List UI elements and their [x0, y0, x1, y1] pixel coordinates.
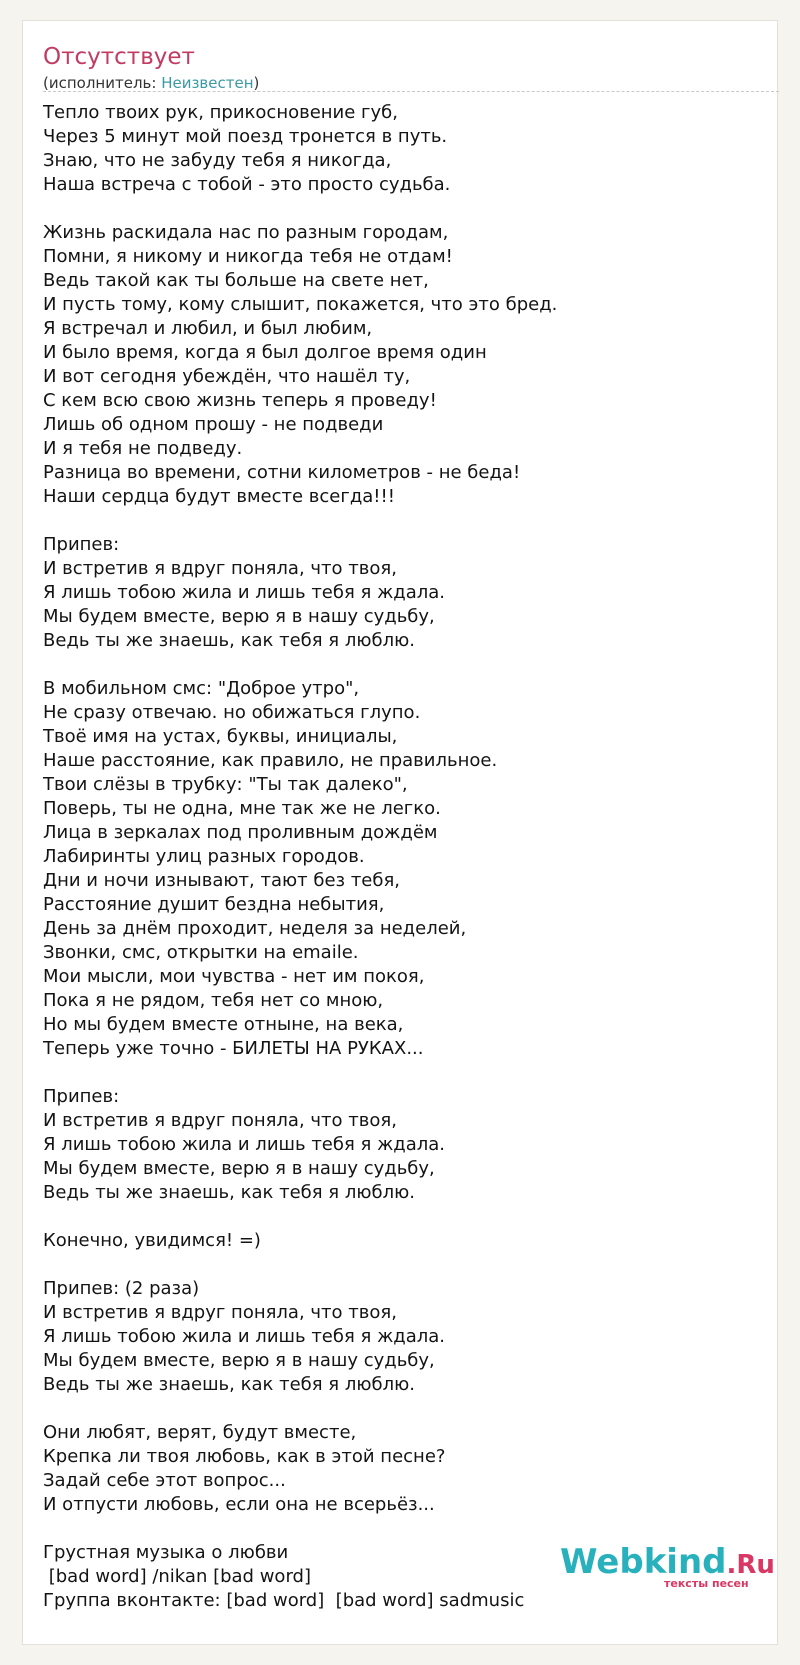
lyric-line: Грустная музыка о любви [43, 1542, 289, 1563]
logo-main-text: Webkind [560, 1542, 727, 1582]
lyric-line: Они любят, верят, будут вместе, [43, 1422, 357, 1443]
lyric-line: Я лишь тобою жила и лишь тебя я ждала. [43, 582, 446, 603]
lyric-line: Ведь ты же знаешь, как тебя я люблю. [43, 1374, 415, 1395]
stanza-break [43, 509, 557, 533]
lyric-line: Знаю, что не забуду тебя я никогда, [43, 150, 392, 171]
logo-tld-text: .Ru [726, 1550, 775, 1580]
lyric-line: Но мы будем вместе отныне, на века, [43, 1014, 404, 1035]
lyric-line: И вот сегодня убеждён, что нашёл ту, [43, 366, 411, 387]
stanza-break [43, 1253, 557, 1277]
lyric-line: Припев: [43, 534, 120, 555]
lyric-line: Группа вконтакте: [bad word] [bad word] sadmusic [43, 1590, 525, 1611]
lyric-line: Наши сердца будут вместе всегда!!! [43, 486, 395, 507]
artist-suffix: ) [253, 74, 260, 92]
stanza-break [43, 1397, 557, 1421]
lyric-line: Теперь уже точно - БИЛЕТЫ НА РУКАХ... [43, 1038, 424, 1059]
site-logo[interactable] [560, 1542, 775, 1590]
stanza-break [43, 197, 557, 221]
lyric-line: Дни и ночи изнывают, тают без тебя, [43, 870, 401, 891]
lyric-line: Тепло твоих рук, прикосновение губ, [43, 102, 398, 123]
lyrics-card [22, 20, 778, 1645]
lyric-line: Мы будем вместе, верю я в нашу судьбу, [43, 1158, 435, 1179]
lyric-line: Не сразу отвечаю. но обижаться глупо. [43, 702, 421, 723]
lyric-line: Жизнь раскидала нас по разным городам, [43, 222, 449, 243]
lyric-line: Мы будем вместе, верю я в нашу судьбу, [43, 606, 435, 627]
lyric-line: И встретив я вдруг поняла, что твоя, [43, 1110, 397, 1131]
lyric-line: Ведь такой как ты больше на свете нет, [43, 270, 429, 291]
lyric-line: Через 5 минут мой поезд тронется в путь. [43, 126, 448, 147]
lyric-line: Лица в зеркалах под проливным дождём [43, 822, 438, 843]
lyrics-text [43, 101, 557, 1613]
lyric-line: Наша встреча с тобой - это просто судьба. [43, 174, 451, 195]
lyric-line: И встретив я вдруг поняла, что твоя, [43, 558, 397, 579]
lyric-line: День за днём проходит, неделя за неделей, [43, 918, 467, 939]
lyric-line: Ведь ты же знаешь, как тебя я люблю. [43, 630, 415, 651]
lyric-line: Конечно, увидимся! =) [43, 1230, 261, 1251]
lyric-line: Твои слёзы в трубку: "Ты так далеко", [43, 774, 408, 795]
logo-tagline: тексты песен [664, 1577, 749, 1590]
artist-prefix: (исполнитель: [43, 74, 162, 92]
lyric-line: Ведь ты же знаешь, как тебя я люблю. [43, 1182, 415, 1203]
lyric-line: Наше расстояние, как правило, не правильное. [43, 750, 498, 771]
lyric-line: В мобильном смс: "Доброе утро", [43, 678, 360, 699]
lyric-line: И было время, когда я был долгое время один [43, 342, 487, 363]
lyric-line: Я лишь тобою жила и лишь тебя я ждала. [43, 1134, 446, 1155]
lyric-line: Я лишь тобою жила и лишь тебя я ждала. [43, 1326, 446, 1347]
lyric-line: Поверь, ты не одна, мне так же не легко. [43, 798, 441, 819]
lyric-line: Мои мысли, мои чувства - нет им покоя, [43, 966, 425, 987]
lyric-line: Задай себе этот вопрос... [43, 1470, 286, 1491]
lyric-line: Лишь об одном прошу - не подведи [43, 414, 384, 435]
lyric-line: Пока я не рядом, тебя нет со мною, [43, 990, 384, 1011]
stanza-break [43, 653, 557, 677]
lyric-line: И встретив я вдруг поняла, что твоя, [43, 1302, 397, 1323]
lyric-line: Припев: [43, 1086, 120, 1107]
lyric-line: Крепка ли твоя любовь, как в этой песне? [43, 1446, 446, 1467]
artist-line [43, 73, 259, 93]
lyric-line: Припев: (2 раза) [43, 1278, 200, 1299]
stanza-break [43, 1061, 557, 1085]
lyric-line: Лабиринты улиц разных городов. [43, 846, 365, 867]
header-divider [43, 91, 779, 92]
artist-link[interactable]: Неизвестен [161, 74, 254, 92]
lyric-line: Расстояние душит бездна небытия, [43, 894, 385, 915]
lyric-line: И отпусти любовь, если она не всерьёз... [43, 1494, 435, 1515]
lyric-line: [bad word] /nikan [bad word] [43, 1566, 311, 1587]
lyric-line: Помни, я никому и никогда тебя не отдам! [43, 246, 453, 267]
lyric-line: Твоё имя на устах, буквы, инициалы, [43, 726, 398, 747]
lyric-line: И я тебя не подведу. [43, 438, 243, 459]
lyric-line: Звонки, смс, открытки на emaile. [43, 942, 359, 963]
lyric-line: С кем всю свою жизнь теперь я проведу! [43, 390, 437, 411]
stanza-break [43, 1517, 557, 1541]
song-title: Отсутствует [43, 44, 195, 70]
lyric-line: Разница во времени, сотни километров - не беда! [43, 462, 521, 483]
stanza-break [43, 1205, 557, 1229]
lyric-line: И пусть тому, кому слышит, покажется, что это бред. [43, 294, 558, 315]
lyric-line: Мы будем вместе, верю я в нашу судьбу, [43, 1350, 435, 1371]
lyric-line: Я встречал и любил, и был любим, [43, 318, 373, 339]
